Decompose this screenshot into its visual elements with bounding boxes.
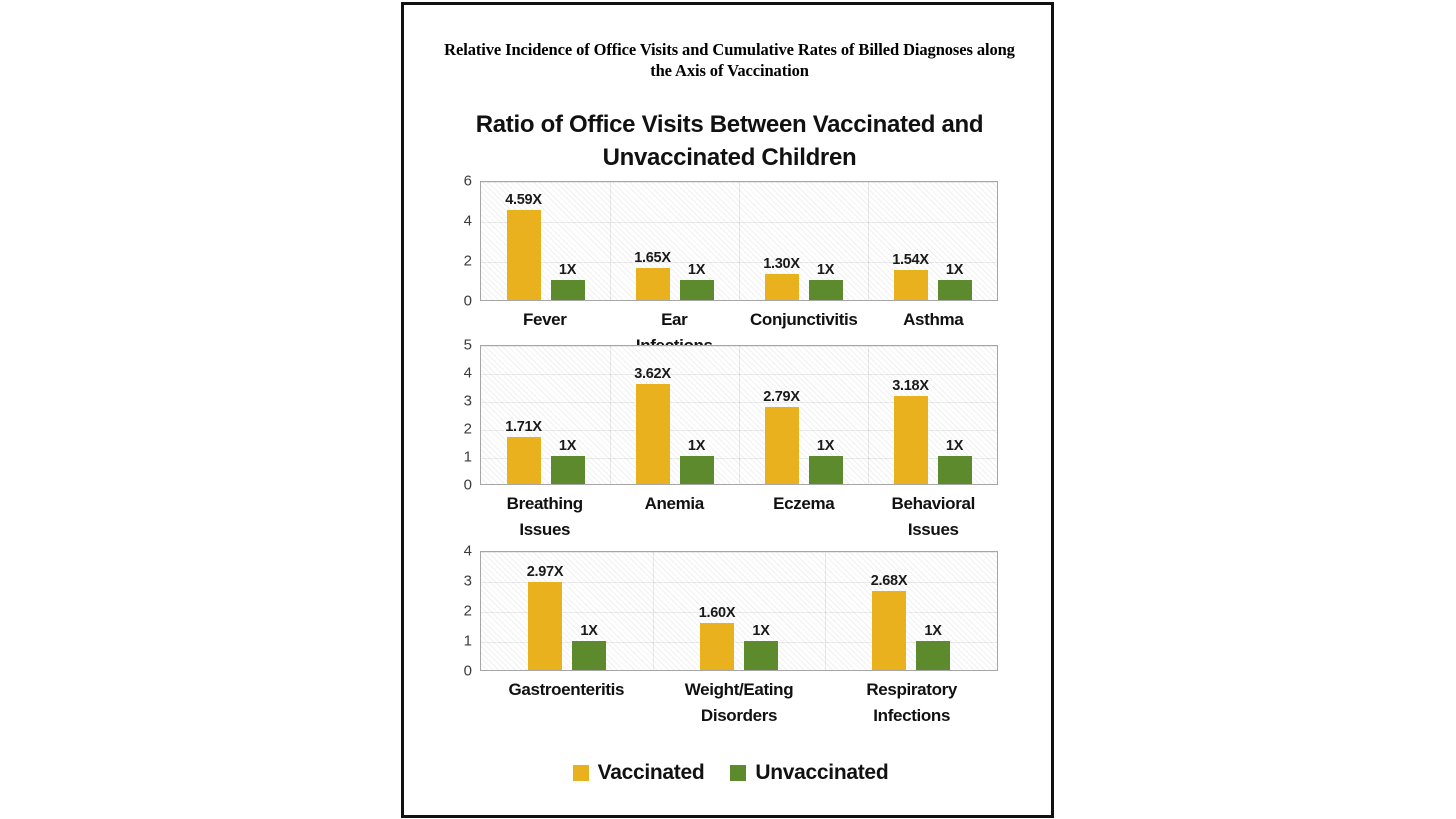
bar-value-label: 1.60X (698, 604, 736, 621)
y-axis-tick-label: 4 (463, 542, 472, 560)
bar-vaccinated[interactable] (634, 249, 671, 300)
y-axis-tick-label: 4 (463, 212, 472, 230)
bar-unvaccinated[interactable] (809, 438, 843, 484)
bar-unvaccinated[interactable] (809, 262, 843, 300)
bar-groups (481, 346, 997, 484)
bar-unvaccinated[interactable] (680, 262, 714, 300)
bar-group (481, 346, 610, 484)
x-axis-category-label: Respiratory Infections (866, 680, 957, 725)
bar-vaccinated[interactable] (763, 389, 800, 484)
bar-value-label: 1X (945, 262, 964, 279)
bar-value-label: 1.30X (763, 256, 800, 273)
bar-unvaccinated[interactable] (551, 438, 585, 484)
bar-groups (481, 552, 997, 670)
bar-value-label: 2.97X (526, 564, 564, 581)
chart-legend (404, 761, 1054, 785)
figure-caption-title: Relative Incidence of Office Visits and Cumulative Rates of Billed Diagnoses along the Axis of Vaccination (444, 40, 1015, 80)
y-axis-tick-label: 2 (463, 420, 472, 438)
bar-value-label: 1X (558, 438, 577, 455)
bar-vaccinated[interactable] (763, 256, 800, 300)
x-axis-category-label: Weight/Eating Disorders (684, 680, 794, 725)
bar-unvaccinated[interactable] (916, 622, 950, 671)
y-axis-tick-label: 2 (463, 602, 472, 620)
x-axis-category-label: Conjunctivitis (750, 310, 858, 329)
plot-area (480, 551, 998, 671)
y-axis-tick-label: 5 (463, 336, 472, 354)
x-axis-category-labels (480, 677, 998, 729)
x-axis-category-label: Eczema (773, 494, 835, 513)
bar-value-label: 1X (752, 622, 770, 639)
y-axis-tick-label: 0 (463, 476, 472, 494)
bar-value-label: 1X (687, 262, 706, 279)
bar-value-label: 1X (580, 622, 598, 639)
bar-value-label: 3.62X (634, 366, 671, 383)
x-axis-category-label: Ear (661, 310, 688, 329)
bar-vaccinated[interactable] (505, 191, 542, 300)
bar-vaccinated[interactable] (892, 378, 929, 484)
page-content (404, 5, 1051, 815)
bar-value-label: 1.71X (505, 418, 542, 435)
y-axis-tick-label: 3 (463, 392, 472, 410)
plot-area (480, 181, 998, 301)
y-axis (444, 336, 476, 494)
bar-value-label: 2.79X (763, 389, 800, 405)
bar-value-label: 4.59X (505, 191, 542, 208)
bar-value-label: 2.68X (870, 572, 908, 589)
chart-panel-1 (404, 172, 1054, 329)
bar-value-label: 1X (816, 438, 835, 455)
x-axis-category-label: Asthma (903, 310, 964, 329)
y-axis (444, 542, 476, 680)
y-axis-tick-label: 2 (463, 252, 472, 270)
x-axis-category-label: Anemia (644, 494, 704, 513)
bar-vaccinated[interactable] (634, 366, 671, 484)
bar-vaccinated[interactable] (870, 572, 908, 670)
legend-square-swatch (730, 765, 746, 781)
legend-label: Unvaccinated (755, 761, 889, 784)
y-axis-tick-label: 1 (463, 632, 472, 650)
x-axis-category-label: Gastroenteritis (508, 680, 625, 699)
bar-group (868, 182, 997, 300)
bar-group (739, 346, 868, 484)
y-axis-tick-label: 6 (463, 172, 472, 190)
bar-value-label: 1X (924, 622, 942, 639)
chart-title: Ratio of Office Visits Between Vaccinated and Unvaccinated Children (475, 111, 984, 171)
legend-item[interactable] (730, 761, 888, 785)
y-axis-tick-label: 3 (463, 572, 472, 590)
x-axis-category-label: Behavioral Issues (891, 494, 975, 539)
bar-unvaccinated[interactable] (572, 622, 606, 671)
bar-vaccinated[interactable] (698, 604, 736, 670)
bar-unvaccinated[interactable] (551, 262, 585, 300)
document-page (401, 2, 1054, 818)
bar-value-label: 1.65X (634, 249, 671, 266)
plot-body (404, 336, 1054, 494)
plot-area (480, 345, 998, 485)
bar-groups (481, 182, 997, 300)
bar-group (868, 346, 997, 484)
bar-group (610, 182, 739, 300)
x-axis-category-labels (480, 491, 998, 543)
legend-label: Vaccinated (597, 761, 705, 784)
bar-group (825, 552, 997, 670)
bar-vaccinated[interactable] (505, 418, 542, 484)
bar-group (481, 552, 653, 670)
bar-value-label: 1X (945, 438, 964, 455)
y-axis-tick-label: 1 (463, 448, 472, 466)
chart-panel-2 (404, 336, 1054, 539)
bar-value-label: 3.18X (892, 378, 929, 395)
bar-unvaccinated[interactable] (744, 622, 778, 671)
plot-body (404, 172, 1054, 310)
bar-value-label: 1X (816, 262, 835, 279)
legend-item[interactable] (573, 761, 705, 785)
x-axis-category-label: Breathing Issues (506, 494, 583, 539)
bar-group (481, 182, 610, 300)
x-axis-category-label: Fever (522, 310, 567, 329)
chart-panel-3 (404, 542, 1054, 725)
bar-group (653, 552, 825, 670)
bar-value-label: 1X (558, 262, 577, 279)
bar-group (610, 346, 739, 484)
bar-value-label: 1X (687, 438, 706, 455)
bar-value-label: 1.54X (892, 251, 929, 268)
y-axis (444, 172, 476, 310)
y-axis-tick-label: 0 (463, 662, 472, 680)
bar-unvaccinated[interactable] (938, 438, 972, 484)
y-axis-tick-label: 0 (463, 292, 472, 310)
bar-vaccinated[interactable] (526, 564, 564, 670)
y-axis-tick-label: 4 (463, 364, 472, 382)
bar-unvaccinated[interactable] (938, 262, 972, 300)
bar-vaccinated[interactable] (892, 251, 929, 300)
bar-unvaccinated[interactable] (680, 438, 714, 484)
bar-group (739, 182, 868, 300)
plot-body (404, 542, 1054, 680)
legend-square-swatch (573, 765, 589, 781)
